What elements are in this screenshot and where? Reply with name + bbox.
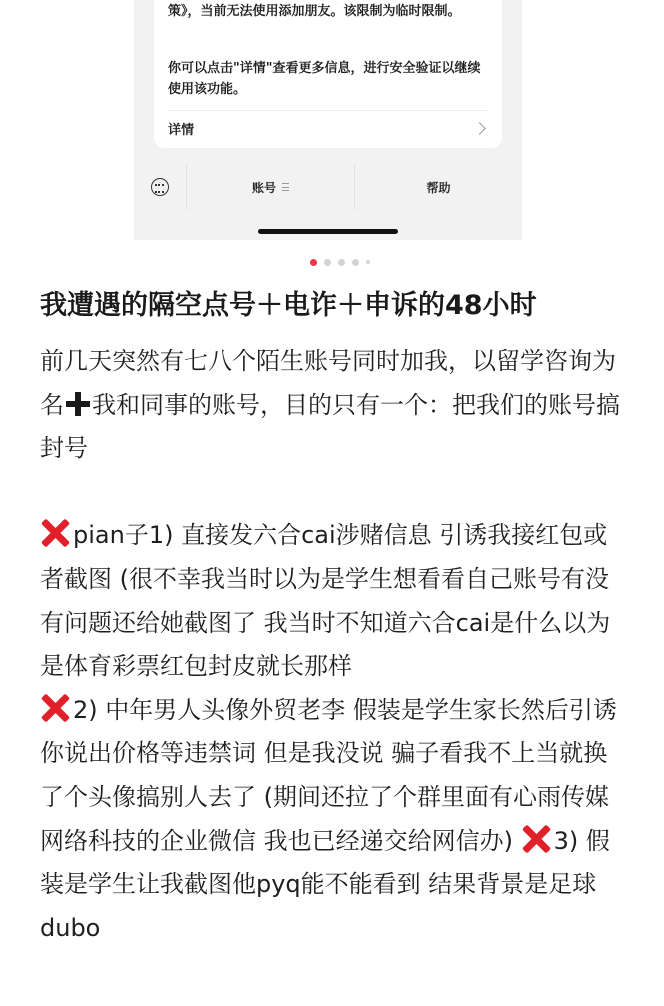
- bottom-menu-bar: [134, 164, 522, 210]
- account-menu-label: 账号: [251, 180, 276, 195]
- menu-lines-icon: [282, 183, 289, 191]
- post-text: 2) 中年男人头像外贸老李 假装是学生家长然后引诱你说出价格等违禁词 但是我没说 骗子看我不上当就换了个头像搞别人去了 (期间还拉了个群里面有心雨传媒网络科技的企业微信 我也已经递交给网信办): [40, 695, 617, 855]
- details-link[interactable]: [168, 114, 488, 142]
- divider: [168, 110, 488, 111]
- home-indicator: [258, 229, 398, 234]
- embedded-screenshot: [134, 0, 522, 240]
- post-text: 我和同事的账号，目的只有一个：把我们的账号搞封号: [40, 390, 620, 463]
- post-text: pian子1) 直接发六合cai涉赌信息 引诱我接红包或者截图 (很不幸我当时以为是学生想看看自己账号有没有问题还给她截图了 我当时不知道六合cai是什么以为是体育彩票红包封皮就长那样: [40, 521, 611, 681]
- post-title: 我遭遇的隔空点号＋电诈＋申诉的48小时: [40, 290, 537, 321]
- post-paragraph: [40, 514, 630, 688]
- cross-mark-icon: [40, 693, 70, 723]
- post-body: [40, 340, 630, 950]
- account-menu-button[interactable]: [187, 164, 354, 210]
- pager-dot-active[interactable]: [310, 259, 317, 266]
- cross-mark-icon: [521, 824, 551, 854]
- help-menu-label: 帮助: [426, 180, 451, 195]
- restriction-notice-card: [154, 0, 502, 148]
- plus-icon: [66, 392, 90, 416]
- spacer: [40, 471, 630, 515]
- image-pager: [0, 257, 664, 267]
- pager-dot[interactable]: [352, 259, 359, 266]
- notice-paragraph: 你可以点击"详情"查看更多信息，进行安全验证以继续使用该功能。: [168, 61, 481, 97]
- keyboard-icon: [151, 178, 169, 196]
- pager-dot[interactable]: [366, 260, 370, 264]
- post-paragraph: [40, 340, 630, 471]
- post-paragraph: [40, 689, 630, 951]
- pager-dot[interactable]: [324, 259, 331, 266]
- chevron-right-icon: [473, 122, 486, 135]
- cross-mark-icon: [40, 518, 70, 548]
- details-label: 详情: [168, 122, 195, 138]
- keyboard-toggle-button[interactable]: [134, 164, 186, 210]
- post-text: 前几天突然有七八个陌生账号同时加我，以留学咨询为名: [40, 347, 616, 419]
- help-menu-button[interactable]: [355, 164, 522, 210]
- post-text: 3) 假装是学生让我截图他pyq能不能看到 结果背景是足球dubo: [40, 826, 610, 942]
- notice-paragraph: 策》，当前无法使用添加朋友。该限制为临时限制。: [168, 4, 461, 19]
- pager-dot[interactable]: [338, 259, 345, 266]
